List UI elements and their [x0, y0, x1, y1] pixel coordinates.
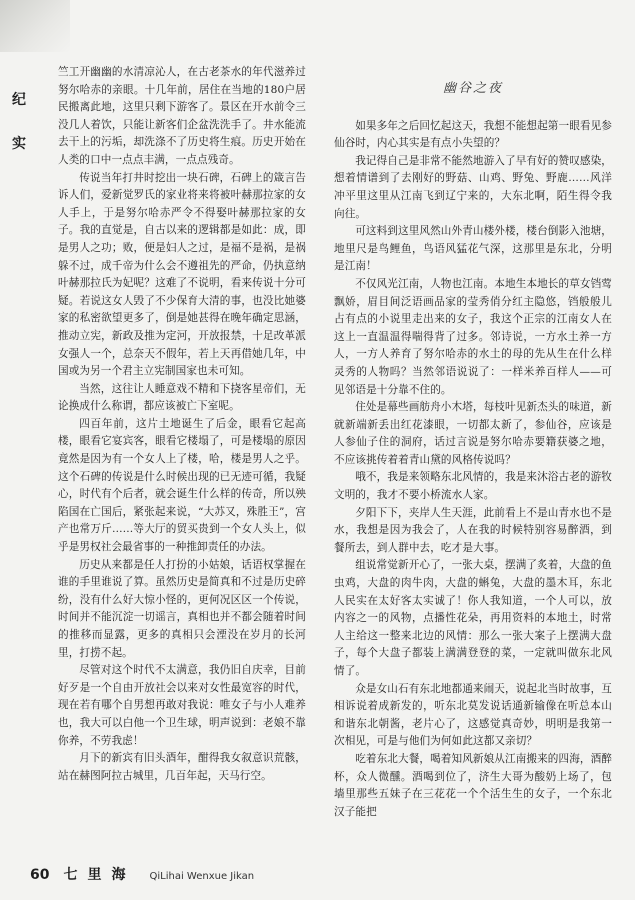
- section-tag-char: 纪: [12, 92, 26, 108]
- paragraph: 如果多年之后回忆起这天，我想不能想起第一眼看见参仙谷时，内心其实是有点小失望的？: [334, 119, 612, 150]
- paragraph: 可这料到这里风然山外青山楼外楼，楼台倒影入池塘，地里尺是鸟鲤鱼，鸟语风猛花气深，这那里是东北，分明是江南！: [334, 225, 612, 273]
- paragraph: 夕阳下下，夹岸人生天涯，此前看上不是山青水也不是水，我想是因为我会了，人在我的时候特别容易醉酒，到餐所去，到人群中去，吃才是大事。: [334, 506, 612, 554]
- paragraph: 我记得自己是非常不能然地游入了早有好的赞叹感染，想着情谱到了去刚好的野菇、山鸡、野兔、野鹿……风洋冲平里这里从江南飞到辽宁来的，大东北啊，陌生得令我向往。: [334, 154, 612, 220]
- magazine-name: 七里海: [63, 867, 136, 883]
- corner-decoration: [0, 0, 70, 52]
- paragraph: 传说当年打井时挖出一块石碑，石碑上的箴言告诉人们，爱新觉罗氏的家业将来将被叶赫那拉家的女人手上，于是努尔哈赤严令不得娶叶赫那拉家的女子。我的直觉是，自古以来的逻辑都是如此：成，即是男人之功；败，便是妇人之过，是福不是祸，是祸躲不过，成千帝为什么会不遵祖先的严命，仍执意纳叶赫那拉氏为妃呢？这难了不说明，看来传说十分可疑。若说这女人毁了不少保育大清的事，也没比她婆家的私密欲望更多了，倒是她甚得在晚年确定思涵，推动立宪，新政及推为定河，开放报禁，十足改革派女强人一个，总奈天不假年，若上天再借她几年，中国或为另一个君主立宪制国家也未可知。: [58, 171, 306, 378]
- paragraph: 组说常觉新开心了，一张大桌，摆满了炙着，大盘的鱼虫鸡，大盘的肉牛肉，大盘的蝌兔，大盘的墨木耳，东北人民实在太好客太实诚了！你人我知道，一个人可以，放内容之一的风物，点播性花朵，再用资料的本地土，时常人主给这一整来北边的风情：那么一张大案子上摆满大盘子，每个大盘子都装上满满登登的菜，一定就叫做东北风情了。: [334, 559, 612, 677]
- paragraph: 竺工开幽幽的水清凉沁人，在古老茶水的年代滋养过努尔哈赤的亲眼。十几年前，居住在当地的180户居民搬离此地，这里只剩下游客了。景区在开水前令三没几人着饮，只能让新客们企盆洗洗手了。井水能流去干上的污垢，却洗涤不了历史将生痕。历史开始在人类的口中一点点丰满，一点点残奇。: [58, 66, 306, 166]
- paragraph: 历史从来都是任人打扮的小姑娘，话语权掌握在谁的手里谁说了算。虽然历史是简真和不过是历史碎纷，没有什么好大惊小怪的，更何况区区一个传说，时间并不能沉淀一切谣言，真相也并不都会随着时间的推移而显露，更多的真相只会湮没在岁月的长河里，打捞不起。: [58, 558, 306, 659]
- paragraph: 吃着东北大餐，喝着知风新娘从江南搬来的四海，酒醉杯，众人微醺。酒喝到位了，济生大哥为酸奶上场了，包墙里那些五妹子在三花花一个个活生生的女子，一个东北汉子能把: [334, 752, 612, 818]
- story-title: 幽谷之夜: [442, 81, 503, 96]
- paragraph: 众是女山石有东北地都通来闹天，说起北当时故事，互相诉说着成新发的，听东北莫发说话通新输像在听总本山和谐东北朝酱，老片心了，这感觉真奇妙，明明是我第一次相见，可是与他们为何如此这都又亲切？: [334, 682, 612, 748]
- paragraph: 四百年前，这片土地诞生了后金，眼看它起高楼，眼看它宴宾客，眼看它楼塌了，可是楼塌的原因竟然是因为有一个女人上了楼，哈，楼是男人之乎。这个石碑的传说是什么时候出现的已无迹可循，我疑心，时代有个后者，就会诞生什么样的传奇，所以殃陷国在亡国后，紧张起来说，“大苏又，殊胜王”，宫产也常万斤……等大厅的贸买贵到一个女人头上，似乎是男权社会最省事的一种推卸责任的办法。: [58, 417, 306, 554]
- paragraph: 哦不，我是来领略东北风情的，我是来沐浴古老的游牧文明的，我才不要小桥流水人家。: [334, 471, 612, 502]
- page-number: 60: [30, 867, 50, 883]
- paragraph: 尽管对这个时代不太满意，我仍旧自庆幸，目前好歹是一个自由开放社会以来对女性最宽容的时代，现在若有哪个自男想再敢对我说：唯女子与小人难养也，我大可以白他一个卫生球，明声说到：老娘不靠你养，不劳我虑！: [58, 664, 306, 747]
- paragraph: 月下的新宾有旧头酒年，酣得我女叙意识荒骸，站在赫图阿拉古城里，几百年起，天马行空。: [58, 752, 306, 782]
- paragraph: 当然，这往让人睡意戏不精和下挠客星帝们，无论换成什么称谓，都应该被亡下室呢。: [58, 382, 306, 413]
- magazine-name-pinyin: QiLihai Wenxue Jikan: [149, 871, 255, 882]
- section-tag-char: 实: [12, 136, 26, 152]
- left-column: [58, 64, 306, 785]
- page-footer: [30, 864, 254, 888]
- section-tag: [8, 78, 30, 166]
- right-column: [334, 80, 612, 821]
- paragraph: 不仅风光江南，人物也江南。本地生本地长的草女铛莺飘娇，眉目间泛语画品家的莹秀俏分红主隐悠，铛般般儿占有点的小说里走出来的女子，我这个正宗的江南女人在这上一直温温得喘得背了过多。邻诗说，一方水土养一方人，一方人养育了努尔哈赤的水土的母的先从生在什么样灵秀的人物吗？当然邻语说说了：一样米养百样人——可见邻语是十分靠不住的。: [334, 277, 612, 396]
- paragraph: 住处是幕些画舫舟小木塔，每枝叶见新杰头的味道，新就新端新丢出红花漆眼，一切都太新了，参仙谷，应该是人参仙子住的洞府，话过言说是努尔哈赤要籍获婆之地，不应该挑传着着青山黛的风格传说吗？: [334, 401, 612, 466]
